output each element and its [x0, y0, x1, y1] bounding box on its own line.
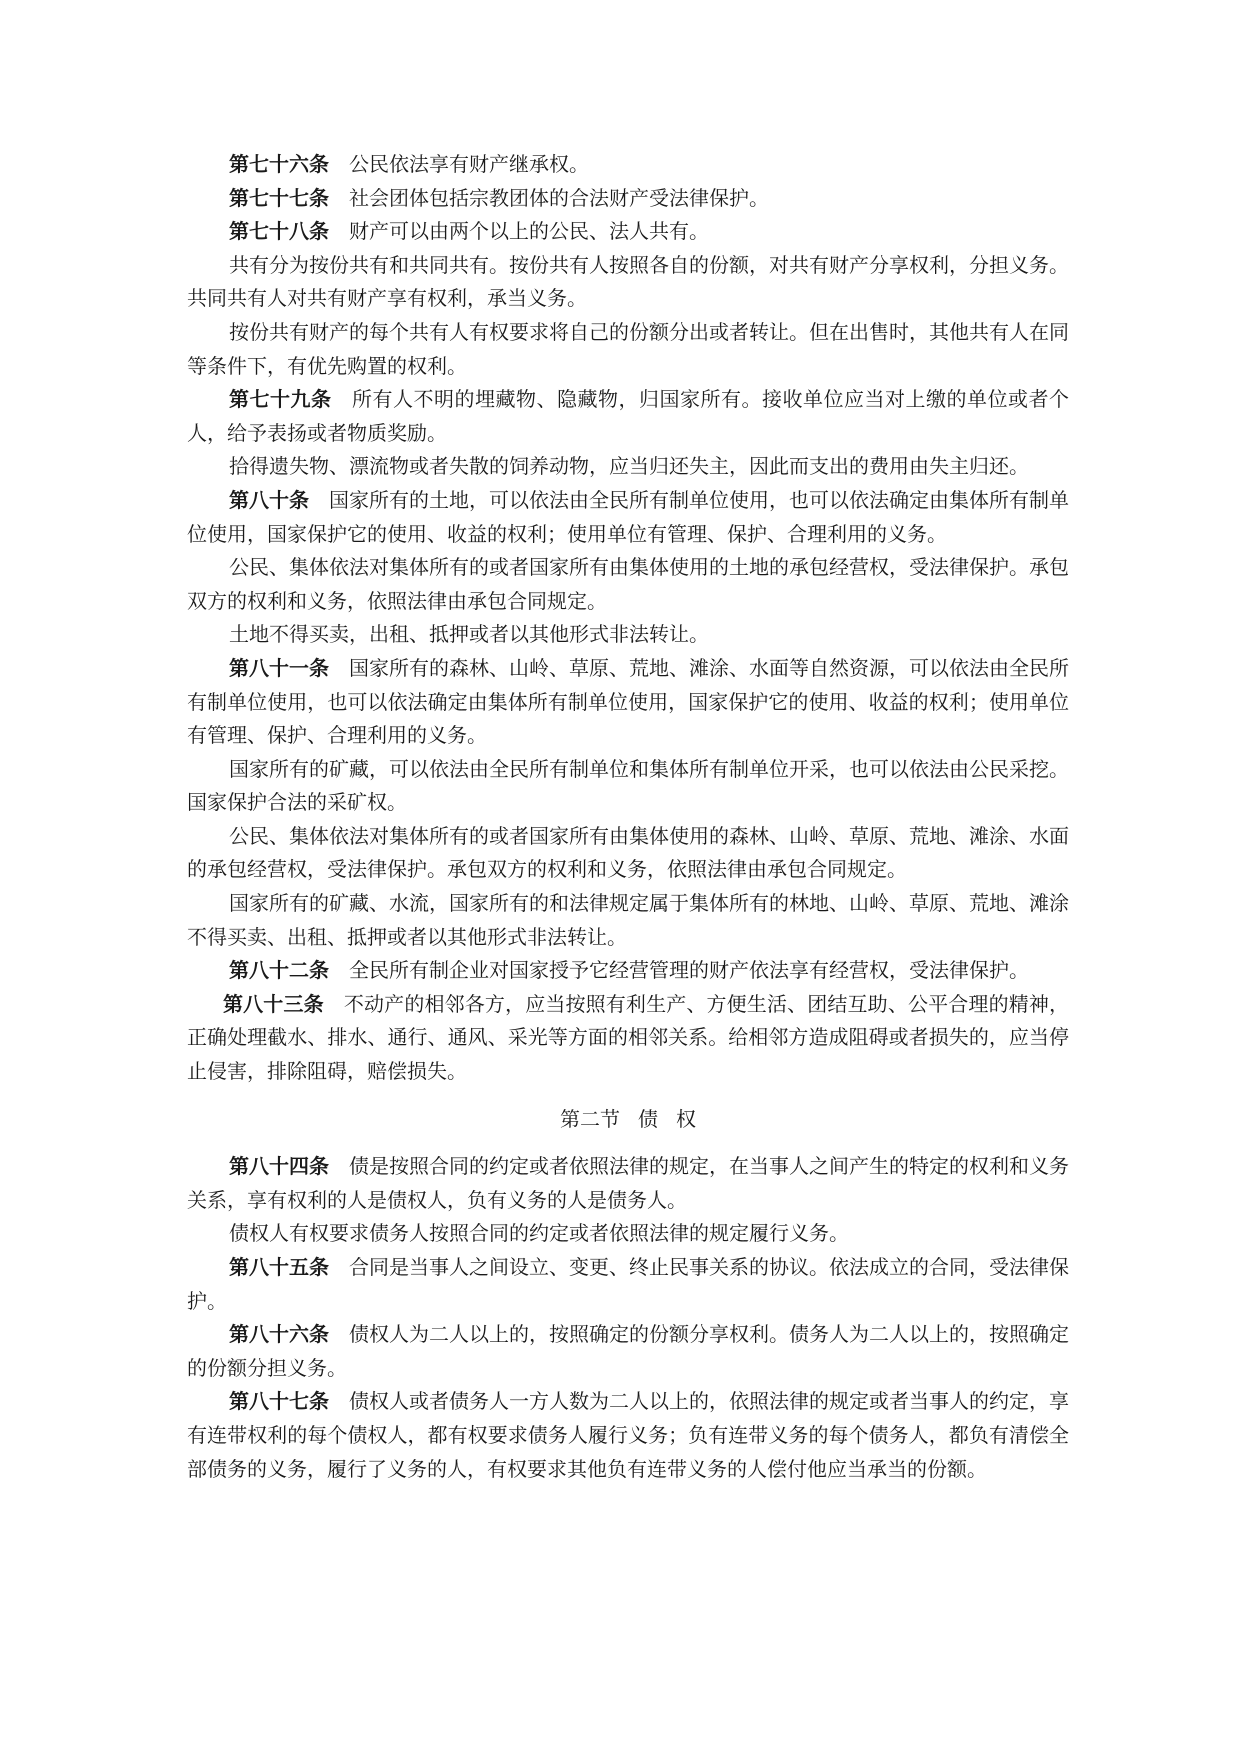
- paragraph-article-85: [187, 1251, 1069, 1318]
- section-title-char-2: 权: [676, 1106, 696, 1131]
- paragraph-text: 债是按照合同的约定或者依照法律的规定，在当事人之间产生的特定的权利和义务关系，享有权利的人是债权人，负有义务的人是债务人。: [187, 1154, 1069, 1212]
- paragraph-article-87: [187, 1385, 1069, 1486]
- paragraph-text: 国家所有的森林、山岭、草原、荒地、滩涂、水面等自然资源，可以依法由全民所有制单位使用，也可以依法确定由集体所有制单位使用，国家保护它的使用、收益的权利；使用单位有管理、保护、合理利用的义务。: [187, 655, 1069, 748]
- paragraph: [187, 753, 1069, 820]
- paragraph-text: 土地不得买卖，出租、抵押或者以其他形式非法转让。: [229, 622, 709, 647]
- article-number: 第七十九条: [229, 387, 332, 412]
- paragraph-article-77: [187, 182, 1069, 216]
- article-number: 第八十四条: [229, 1154, 329, 1179]
- document-page: [187, 148, 1069, 1486]
- article-number: 第七十七条: [229, 185, 329, 210]
- paragraph-article-83: [187, 988, 1069, 1089]
- section-title-char-1: 债: [638, 1106, 658, 1131]
- paragraph-text: 债权人或者债务人一方人数为二人以上的，依照法律的规定或者当事人的约定，享有连带权利的每个债权人，都有权要求债务人履行义务；负有连带义务的每个债务人，都负有清偿全部债务的义务，履行了义务的人，有权要求其他负有连带义务的人偿付他应当承当的份额。: [187, 1389, 1069, 1481]
- paragraph-article-76: [187, 148, 1069, 182]
- paragraph-article-80: [187, 484, 1069, 551]
- paragraph: [187, 618, 1069, 652]
- paragraph: [187, 316, 1069, 383]
- article-number: 第八十一条: [229, 655, 329, 680]
- paragraph-text: 社会团体包括宗教团体的合法财产受法律保护。: [349, 185, 769, 210]
- paragraph: [187, 249, 1069, 316]
- article-number: 第八十三条: [223, 991, 324, 1016]
- article-number: 第八十六条: [229, 1322, 329, 1347]
- paragraph-text: 国家所有的矿藏，可以依法由全民所有制单位和集体所有制单位开采，也可以依法由公民采挖。国家保护合法的采矿权。: [187, 756, 1069, 815]
- paragraph-article-84: [187, 1150, 1069, 1217]
- article-number: 第八十五条: [229, 1255, 329, 1279]
- paragraph-article-79: [187, 383, 1069, 450]
- section-number: 第二节: [560, 1106, 620, 1131]
- paragraph-text: 拾得遗失物、漂流物或者失散的饲养动物，应当归还失主，因此而支出的费用由失主归还。: [229, 454, 1029, 479]
- paragraph-article-81: [187, 652, 1069, 753]
- paragraph: [187, 887, 1069, 954]
- paragraph-text: 公民、集体依法对集体所有的或者国家所有由集体使用的森林、山岭、草原、荒地、滩涂、水面的承包经营权，受法律保护。承包双方的权利和义务，依照法律由承包合同规定。: [187, 823, 1069, 882]
- paragraph-text: 全民所有制企业对国家授予它经营管理的财产依法享有经营权，受法律保护。: [349, 958, 1029, 983]
- paragraph: [187, 450, 1069, 484]
- paragraph-text: 合同是当事人之间设立、变更、终止民事关系的协议。依法成立的合同，受法律保护。: [187, 1255, 1069, 1313]
- article-number: 第七十八条: [229, 219, 329, 244]
- paragraph-text: 所有人不明的埋藏物、隐藏物，归国家所有。接收单位应当对上缴的单位或者个人，给予表扬或者物质奖励。: [187, 387, 1069, 445]
- paragraph-text: 国家所有的矿藏、水流，国家所有的和法律规定属于集体所有的林地、山岭、草原、荒地、滩涂不得买卖、出租、抵押或者以其他形式非法转让。: [187, 891, 1069, 949]
- paragraph-text: 按份共有财产的每个共有人有权要求将自己的份额分出或者转让。但在出售时，其他共有人在同等条件下，有优先购置的权利。: [187, 319, 1069, 378]
- paragraph-text: 债权人为二人以上的，按照确定的份额分享权利。债务人为二人以上的，按照确定的份额分担义务。: [187, 1322, 1069, 1380]
- article-number: 第八十条: [229, 487, 309, 512]
- paragraph: [187, 1217, 1069, 1251]
- article-number: 第七十六条: [229, 152, 329, 176]
- paragraph-text: 财产可以由两个以上的公民、法人共有。: [349, 219, 709, 244]
- paragraph-article-82: [187, 954, 1069, 988]
- paragraph-text: 不动产的相邻各方，应当按照有利生产、方便生活、团结互助、公平合理的精神，正确处理截水、排水、通行、通风、采光等方面的相邻关系。给相邻方造成阻碍或者损失的，应当停止侵害，排除阻碍，赔偿损失。: [187, 991, 1070, 1084]
- paragraph-text: 债权人有权要求债务人按照合同的约定或者依照法律的规定履行义务。: [229, 1221, 849, 1246]
- article-number: 第八十二条: [229, 958, 329, 983]
- paragraph-text: 公民、集体依法对集体所有的或者国家所有由集体使用的土地的承包经营权，受法律保护。承包双方的权利和义务，依照法律由承包合同规定。: [187, 555, 1069, 613]
- section-heading: [187, 1103, 1069, 1137]
- paragraph: [187, 820, 1069, 887]
- paragraph-text: 国家所有的土地，可以依法由全民所有制单位使用，也可以依法确定由集体所有制单位使用，国家保护它的使用、收益的权利；使用单位有管理、保护、合理利用的义务。: [187, 487, 1069, 546]
- paragraph-article-86: [187, 1318, 1069, 1385]
- article-number: 第八十七条: [229, 1389, 329, 1414]
- paragraph: [187, 551, 1069, 618]
- paragraph-text: 共有分为按份共有和共同共有。按份共有人按照各自的份额，对共有财产分享权利，分担义务。共同共有人对共有财产享有权利，承当义务。: [187, 252, 1069, 311]
- paragraph-text: 公民依法享有财产继承权。: [349, 152, 589, 176]
- paragraph-article-78: [187, 215, 1069, 249]
